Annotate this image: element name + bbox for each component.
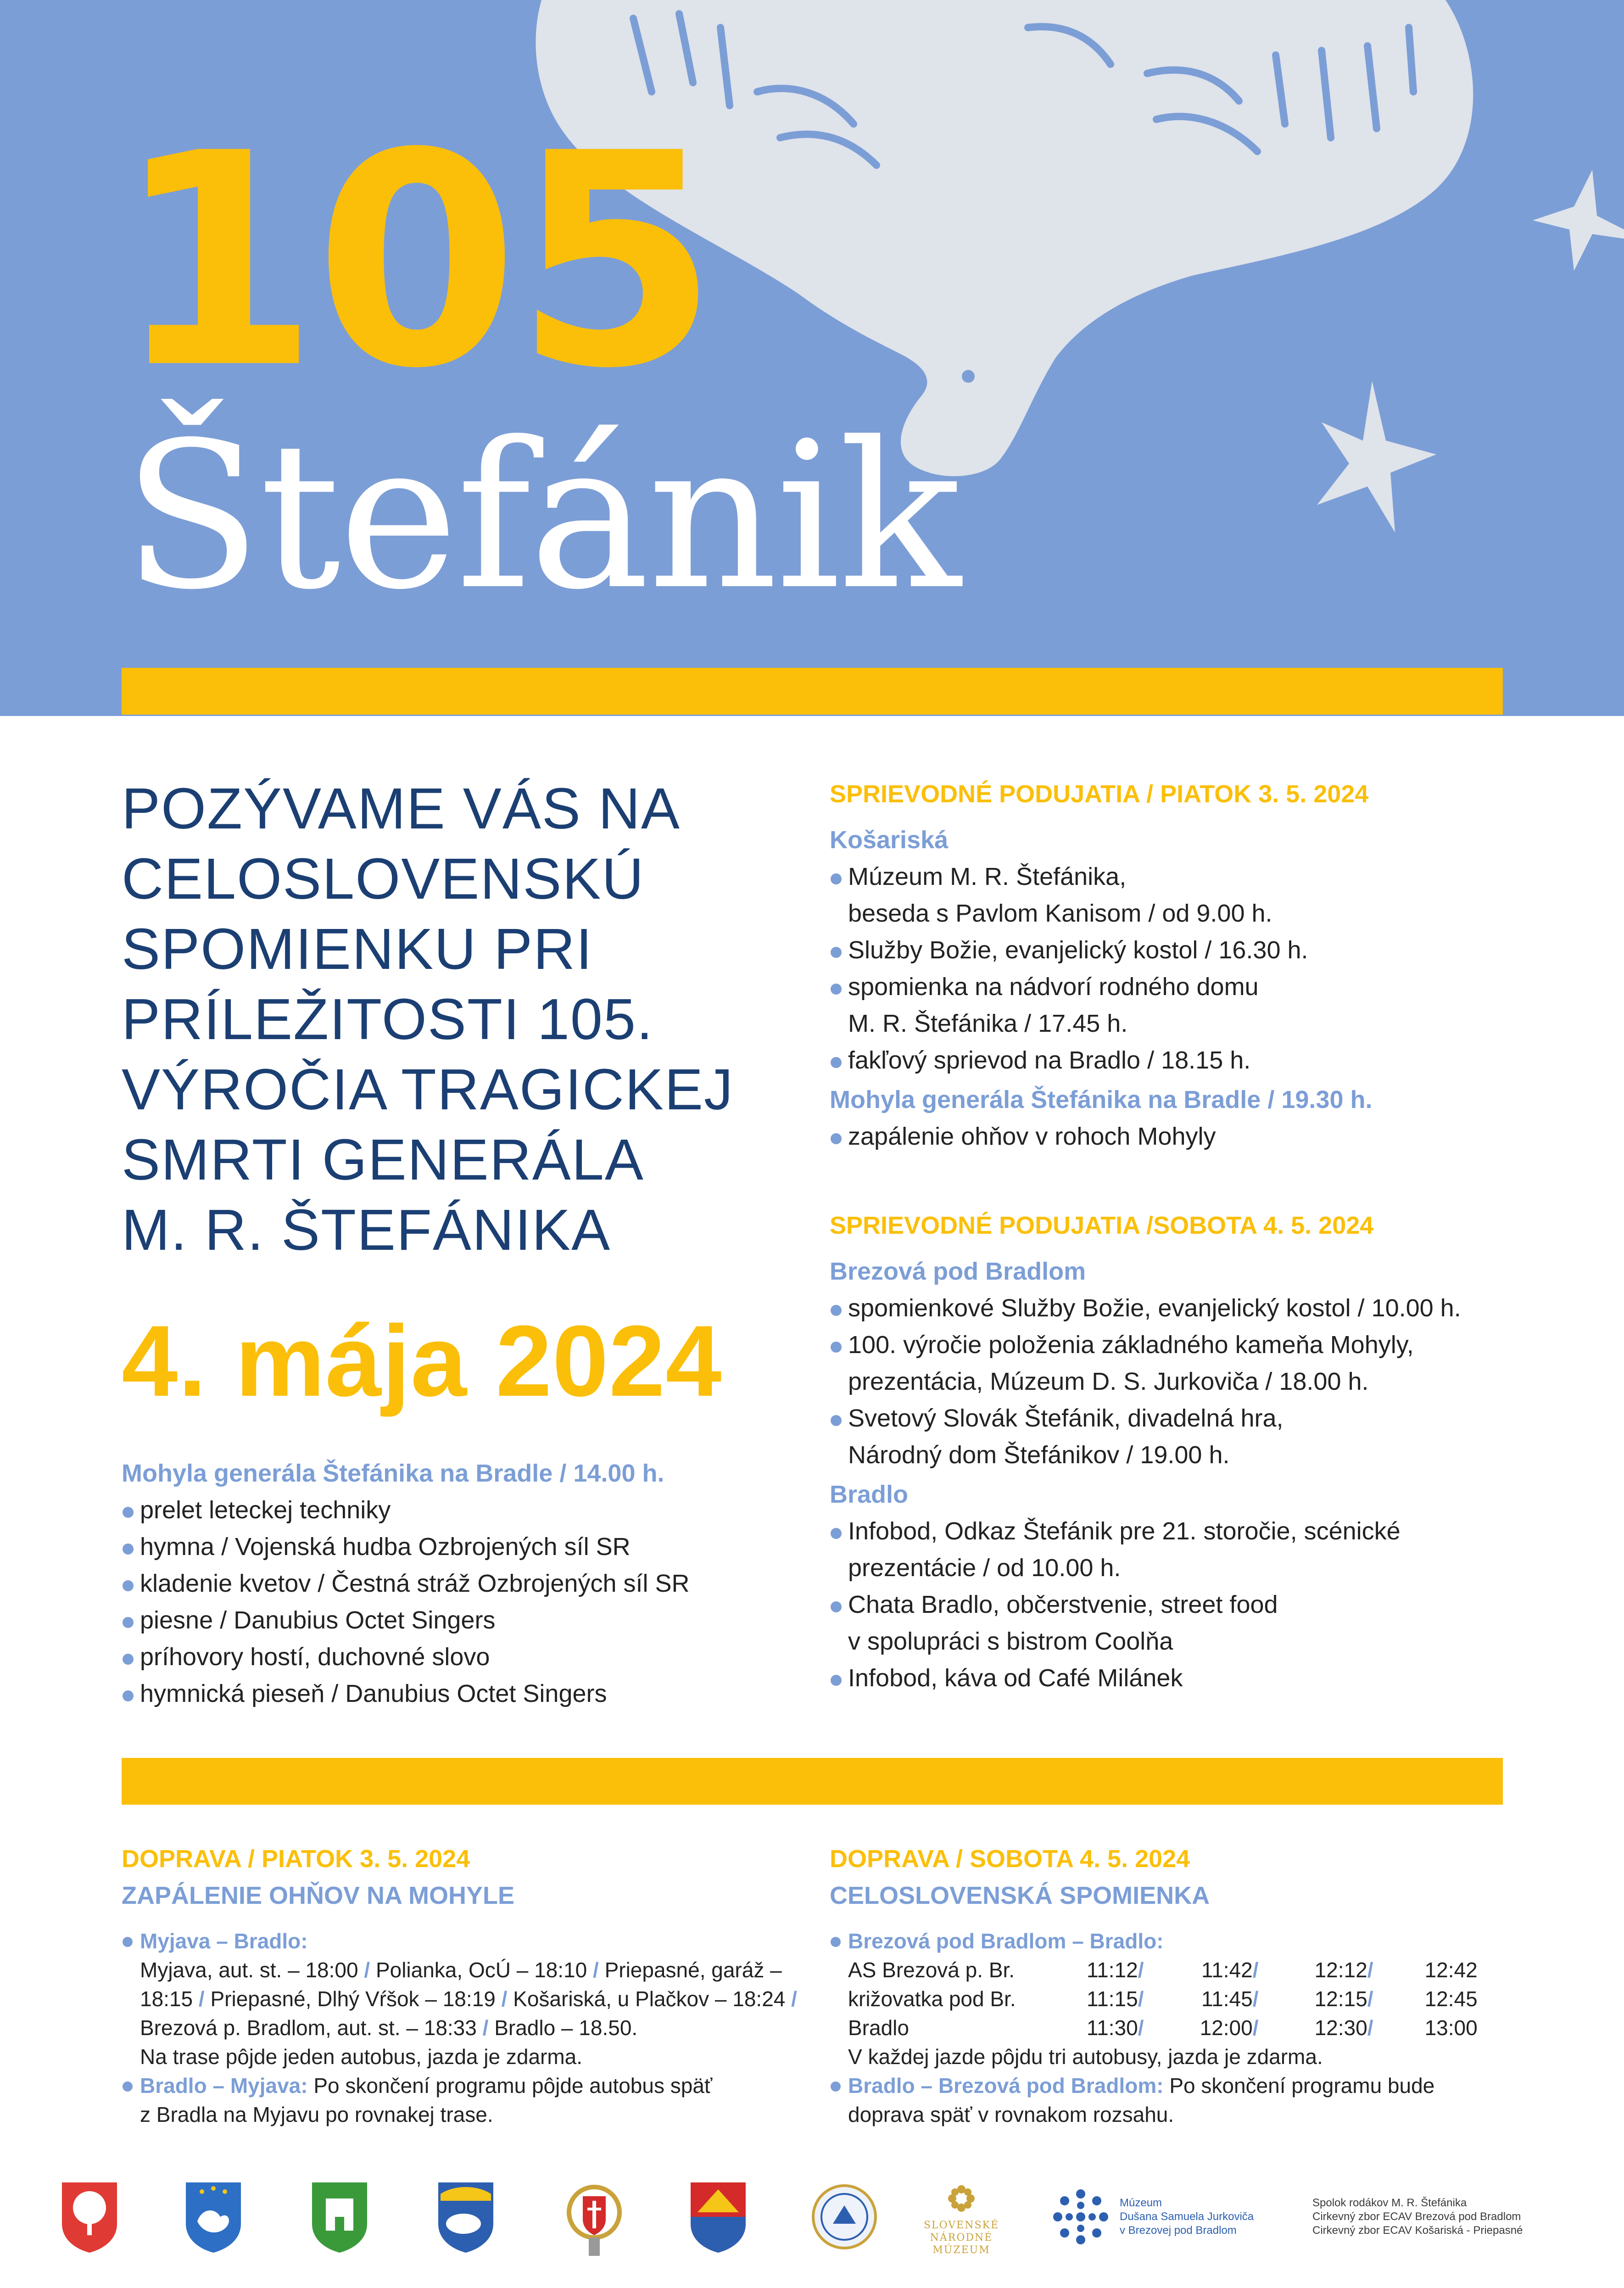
snm-line: SLOVENSKÉ xyxy=(923,2220,999,2231)
separator: / xyxy=(364,1958,376,1982)
list-item: príhovory hostí, duchovné slovo xyxy=(122,1639,810,1675)
invite-line: M. R. ŠTEFÁNIKA xyxy=(122,1197,611,1262)
stop: Polianka, OcÚ – 18:10 xyxy=(375,1958,587,1982)
stop: Myjava, aut. st. – 18:00 xyxy=(140,1958,358,1982)
friday-heading: SPRIEVODNÉ PODUJATIA / PIATOK 3. 5. 2024 xyxy=(830,780,1369,808)
time: 12:00 xyxy=(1200,2016,1253,2040)
hero-banner xyxy=(0,0,1624,716)
transport-note: Na trase pôjde jeden autobus, jazda je zdarma. xyxy=(140,2045,583,2069)
time: 11:42 xyxy=(1201,1958,1253,1982)
stop-name: AS Brezová p. Br. xyxy=(848,1958,1015,1982)
museum-jurkovic-text xyxy=(1120,2196,1254,2238)
return-title: Bradlo – Brezová pod Bradlom: xyxy=(848,2074,1164,2098)
list-item xyxy=(830,858,1509,932)
list-item xyxy=(830,2071,1509,2129)
museum-line: v Brezovej pod Bradlom xyxy=(1120,2224,1237,2237)
separator: / xyxy=(593,1958,605,1982)
return-text: doprava späť v rovnakom rozsahu. xyxy=(848,2103,1174,2126)
stop: Bradlo – 18.50. xyxy=(494,2016,638,2040)
separator: / xyxy=(1252,2016,1259,2040)
line: Svetový Slovák Štefánik, divadelná hra, xyxy=(848,1404,1284,1432)
line: spomienkové Služby Božie, evanjelický kostol / 10.00 h. xyxy=(848,1294,1461,1322)
transport-saturday-subheading: CELOSLOVENSKÁ SPOMIENKA xyxy=(830,1882,1210,1909)
saturday-program xyxy=(830,1207,1509,1696)
military-emblem-icon xyxy=(562,2176,626,2258)
list-item xyxy=(830,1660,1509,1696)
event-date: 4. mája 2024 xyxy=(122,1304,722,1417)
snm-line: MÚZEUM xyxy=(932,2244,990,2256)
place-heading: Mohyla generála Štefánika na Bradle / 19.30 h. xyxy=(830,1086,1373,1113)
brezova-list xyxy=(830,1290,1509,1473)
list-item: kladenie kvetov / Čestná stráž Ozbrojených síl SR xyxy=(122,1565,810,1602)
stop: Brezová p. Bradlom, aut. st. – 18:33 xyxy=(140,2016,477,2040)
coat-of-arms-tower-icon xyxy=(310,2180,369,2254)
return-text: Po skončení programu pôjde autobus späť xyxy=(307,2074,713,2098)
separator: / xyxy=(1138,2016,1144,2040)
list-item: hymnická pieseň / Danubius Octet Singers xyxy=(122,1675,810,1712)
line: Múzeum M. R. Štefánika, xyxy=(848,863,1127,890)
return-text: Po skončení programu bude xyxy=(1163,2074,1435,2098)
line: Národný dom Štefánikov / 19.00 h. xyxy=(848,1441,1230,1469)
transport-friday-heading: DOPRAVA / PIATOK 3. 5. 2024 xyxy=(122,1845,470,1873)
separator: / xyxy=(1252,1958,1259,1982)
snm-line: NÁRODNÉ xyxy=(930,2232,993,2243)
place-heading: Bradlo xyxy=(830,1481,909,1508)
line: 100. výročie položenia základného kameňa Mohyly, xyxy=(848,1331,1414,1359)
separator: / xyxy=(1252,1987,1259,2011)
time: 11:15 xyxy=(1087,1987,1138,2011)
middle-divider xyxy=(122,1758,1503,1805)
separator: / xyxy=(482,2016,495,2040)
partner-logos xyxy=(0,2171,1624,2272)
list-item: piesne / Danubius Octet Singers xyxy=(122,1602,810,1639)
separator: / xyxy=(1367,1987,1373,2011)
line: fakľový sprievod na Bradlo / 18.15 h. xyxy=(848,1046,1251,1074)
line: Infobod, Odkaz Štefánik pre 21. storočie, scénické xyxy=(848,1517,1401,1545)
return-title: Bradlo – Myjava: xyxy=(140,2074,308,2098)
mohyla-evening-list xyxy=(830,1118,1509,1155)
organizer-line: Cirkevný zbor ECAV Košariská - Priepasné xyxy=(1312,2224,1523,2237)
separator: / xyxy=(198,1987,211,2011)
list-item xyxy=(830,1513,1509,1586)
time: 11:45 xyxy=(1201,1987,1253,2011)
line: zapálenie ohňov v rohoch Mohyly xyxy=(848,1123,1216,1150)
time: 11:12 xyxy=(1087,1958,1138,1982)
line: Služby Božie, evanjelický kostol / 16.30 h. xyxy=(848,936,1308,964)
place-heading: Brezová pod Bradlom xyxy=(830,1258,1086,1285)
list-item xyxy=(830,932,1509,968)
hero-name: Štefánik xyxy=(123,399,960,634)
separator: / xyxy=(1367,2016,1373,2040)
time: 12:42 xyxy=(1424,1958,1478,1982)
bradlo-list xyxy=(830,1513,1509,1696)
snm-flower-icon xyxy=(943,2180,980,2217)
museum-jurkovic-icon xyxy=(1051,2187,1111,2247)
list-item xyxy=(830,1042,1509,1079)
line: prezentácia, Múzeum D. S. Jurkoviča / 18.00 h. xyxy=(848,1368,1369,1395)
list-item xyxy=(830,1927,1509,2071)
transport-friday-subheading: ZAPÁLENIE OHŇOV NA MOHYLE xyxy=(122,1882,515,1909)
time: 13:00 xyxy=(1424,2016,1478,2040)
separator: / xyxy=(791,1987,797,2011)
invite-line: SMRTI GENERÁLA xyxy=(122,1127,644,1192)
koSariska-list xyxy=(830,858,1509,1079)
organizer-line: Cirkevný zbor ECAV Brezová pod Bradlom xyxy=(1312,2210,1521,2223)
list-item xyxy=(830,1290,1509,1326)
line: spomienka na nádvorí rodného domu xyxy=(848,973,1259,1001)
list-item xyxy=(122,1927,801,2071)
timetable xyxy=(848,1956,1478,2042)
separator: / xyxy=(1138,1987,1144,2011)
saturday-heading: SPRIEVODNÉ PODUJATIA /SOBOTA 4. 5. 2024 xyxy=(830,1212,1374,1239)
snm-logo xyxy=(922,2180,1000,2256)
coat-of-arms-bird-icon xyxy=(184,2180,243,2254)
separator: / xyxy=(1367,1958,1373,1982)
time: 12:15 xyxy=(1314,1987,1367,2011)
line: M. R. Štefánika / 17.45 h. xyxy=(848,1010,1128,1037)
route-title: Brezová pod Bradlom – Bradlo: xyxy=(848,1929,1164,1953)
separator: / xyxy=(1138,1958,1144,1982)
place-heading: Košariská xyxy=(830,826,949,854)
list-item: prelet leteckej techniky xyxy=(122,1492,810,1528)
table-row xyxy=(848,2014,1478,2042)
coat-of-arms-fish-icon xyxy=(436,2180,496,2254)
line: beseda s Pavlom Kanisom / od 9.00 h. xyxy=(848,900,1272,927)
transport-saturday xyxy=(830,1840,1509,2129)
anniversary-number: 105 xyxy=(115,90,714,432)
table-row xyxy=(848,1956,1478,1985)
stop-name: križovatka pod Br. xyxy=(848,1987,1016,2011)
time: 12:45 xyxy=(1424,1987,1478,2011)
route-title: Myjava – Bradlo: xyxy=(140,1929,308,1953)
coat-of-arms-tree-icon xyxy=(60,2180,119,2254)
top-divider xyxy=(122,668,1503,715)
line: Chata Bradlo, občerstvenie, street food xyxy=(848,1591,1278,1618)
list-item: hymna / Vojenská hudba Ozbrojených síl SR xyxy=(122,1528,810,1565)
transport-friday-list xyxy=(122,1927,801,2129)
list-item xyxy=(830,1586,1509,1660)
organizers-text xyxy=(1312,2196,1523,2238)
return-text: z Bradla na Myjavu po rovnakej trase. xyxy=(140,2103,493,2126)
time: 11:30 xyxy=(1087,2016,1138,2040)
main-program xyxy=(122,1455,810,1712)
separator: / xyxy=(501,1987,513,2011)
list-item xyxy=(830,1118,1509,1155)
line: prezentácie / od 10.00 h. xyxy=(848,1554,1121,1582)
organizer-line: Spolok rodákov M. R. Štefánika xyxy=(1312,2197,1467,2209)
table-row xyxy=(848,1985,1478,2014)
line: Infobod, káva od Café Milánek xyxy=(848,1664,1183,1692)
stop: Košariská, u Plačkov – 18:24 xyxy=(513,1987,786,2011)
list-item xyxy=(830,968,1509,1042)
invite-line: POZÝVAME VÁS NA xyxy=(122,776,681,841)
line: v spolupráci s bistrom Coolňa xyxy=(848,1628,1173,1655)
time: 12:30 xyxy=(1314,2016,1367,2040)
main-program-list xyxy=(122,1492,810,1712)
main-program-heading: Mohyla generála Štefánika na Bradle / 14.00 h. xyxy=(122,1460,664,1487)
museum-line: Dušana Samuela Jurkoviča xyxy=(1120,2210,1254,2223)
stops-line xyxy=(140,1956,801,2042)
invite-line: CELOSLOVENSKÚ xyxy=(122,846,645,911)
stop: Priepasné, Dlhý Vŕšok – 18:19 xyxy=(210,1987,496,2011)
coat-of-arms-region-icon xyxy=(688,2180,748,2254)
invite-line: SPOMIENKU PRI xyxy=(122,917,593,981)
transport-note: V každej jazde pôjdu tri autobusy, jazda je zdarma. xyxy=(848,2045,1323,2069)
transport-saturday-list xyxy=(830,1927,1509,2129)
invitation-text xyxy=(122,773,810,1265)
stop-name: Bradlo xyxy=(848,2016,909,2040)
museum-line: Múzeum xyxy=(1120,2197,1162,2209)
list-item xyxy=(122,2071,801,2129)
friday-program xyxy=(830,776,1509,1155)
round-seal-icon xyxy=(810,2178,879,2256)
transport-friday xyxy=(122,1840,801,2129)
invite-line: PRÍLEŽITOSTI 105. xyxy=(122,987,654,1052)
list-item xyxy=(830,1400,1509,1473)
stop: Priepasné, garáž – 18:15 xyxy=(140,1958,782,2011)
list-item xyxy=(830,1326,1509,1400)
time: 12:12 xyxy=(1314,1958,1367,1982)
invite-line: VÝROČIA TRAGICKEJ xyxy=(122,1057,734,1122)
transport-saturday-heading: DOPRAVA / SOBOTA 4. 5. 2024 xyxy=(830,1845,1190,1873)
